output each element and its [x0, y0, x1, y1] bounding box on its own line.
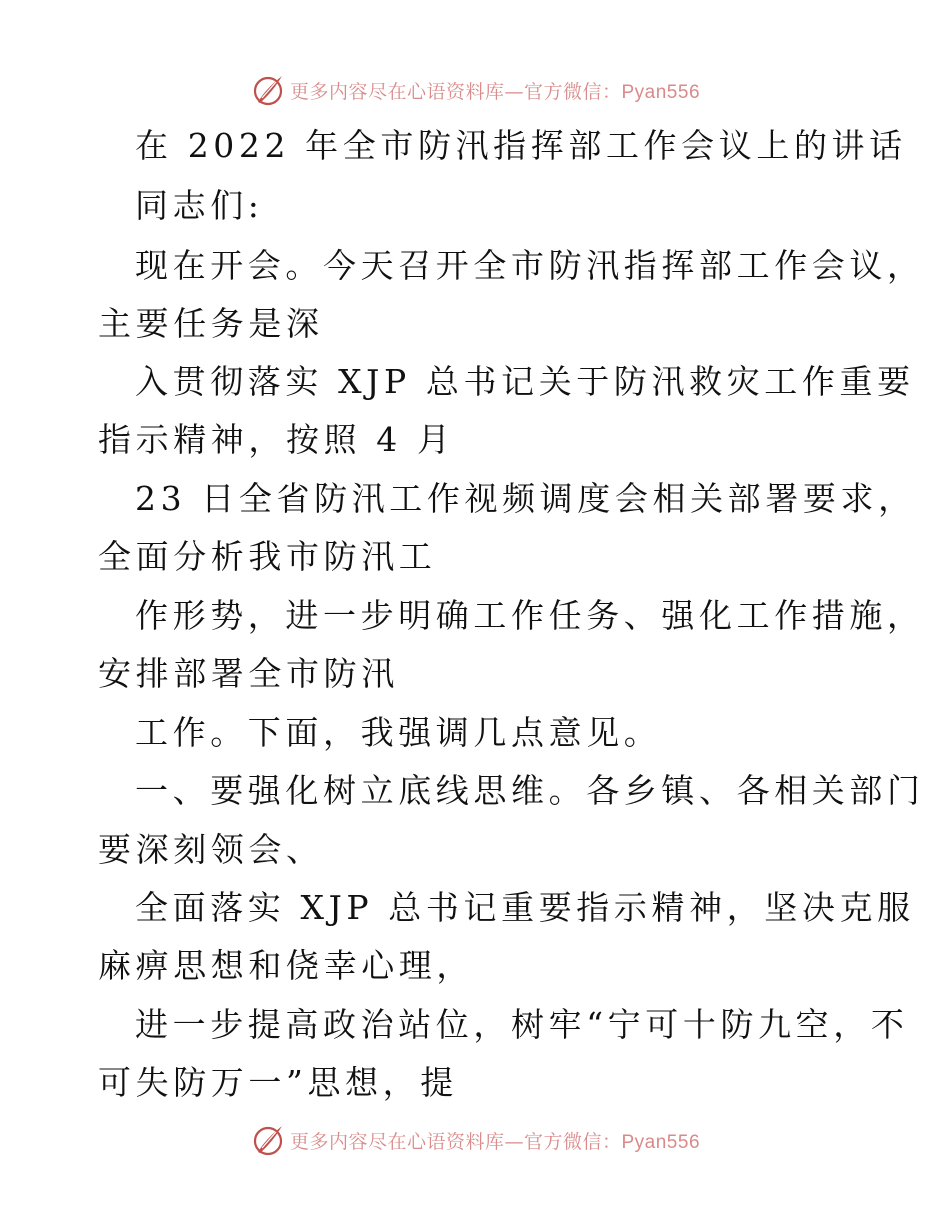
text-line: 全面分析我市防汛工	[98, 537, 437, 576]
watermark-dash: —	[504, 1130, 524, 1153]
footer-watermark	[0, 1120, 950, 1160]
document-title: 在 2022 年全市防汛指挥部工作会议上的讲话	[135, 126, 907, 165]
quill-logo-icon	[250, 1122, 286, 1158]
text-line: 全面落实 XJP 总书记重要指示精神，坚决克服	[135, 888, 915, 927]
watermark-site-name: 更多内容尽在心语资料库	[289, 80, 505, 103]
section-heading-line: 一、要强化树立底线思维。各乡镇、各相关部门	[135, 771, 925, 810]
salutation: 同志们:	[135, 186, 264, 225]
watermark-dash: —	[504, 80, 524, 103]
text-line: 23 日全省防汛工作视频调度会相关部署要求，	[135, 479, 916, 518]
watermark-text	[290, 1127, 700, 1154]
watermark-site-name: 更多内容尽在心语资料库	[289, 1130, 505, 1153]
text-line: 麻痹思想和侥幸心理，	[98, 946, 474, 985]
text-line: 指示精神，按照 4 月	[98, 420, 455, 459]
text-line: 可失防万一”思想，提	[98, 1063, 458, 1102]
watermark-wechat-label: 官方微信：	[523, 1130, 622, 1153]
text-line: 工作。下面，我强调几点意见。	[135, 713, 662, 752]
text-line: 入贯彻落实 XJP 总书记关于防汛救灾工作重要	[135, 362, 915, 401]
watermark-wechat-id: Pyan556	[621, 81, 701, 103]
text-line: 现在开会。今天召开全市防汛指挥部工作会议，	[135, 246, 925, 285]
watermark-wechat-id: Pyan556	[621, 1131, 701, 1153]
text-line: 作形势，进一步明确工作任务、强化工作措施，	[135, 596, 925, 635]
text-line: 进一步提高政治站位，树牢“宁可十防九空，不	[135, 1005, 909, 1044]
text-line: 要深刻领会、	[98, 830, 324, 869]
text-line: 主要任务是深	[98, 304, 324, 343]
text-line: 安排部署全市防汛	[98, 654, 399, 693]
watermark-wechat-label: 官方微信：	[523, 80, 622, 103]
